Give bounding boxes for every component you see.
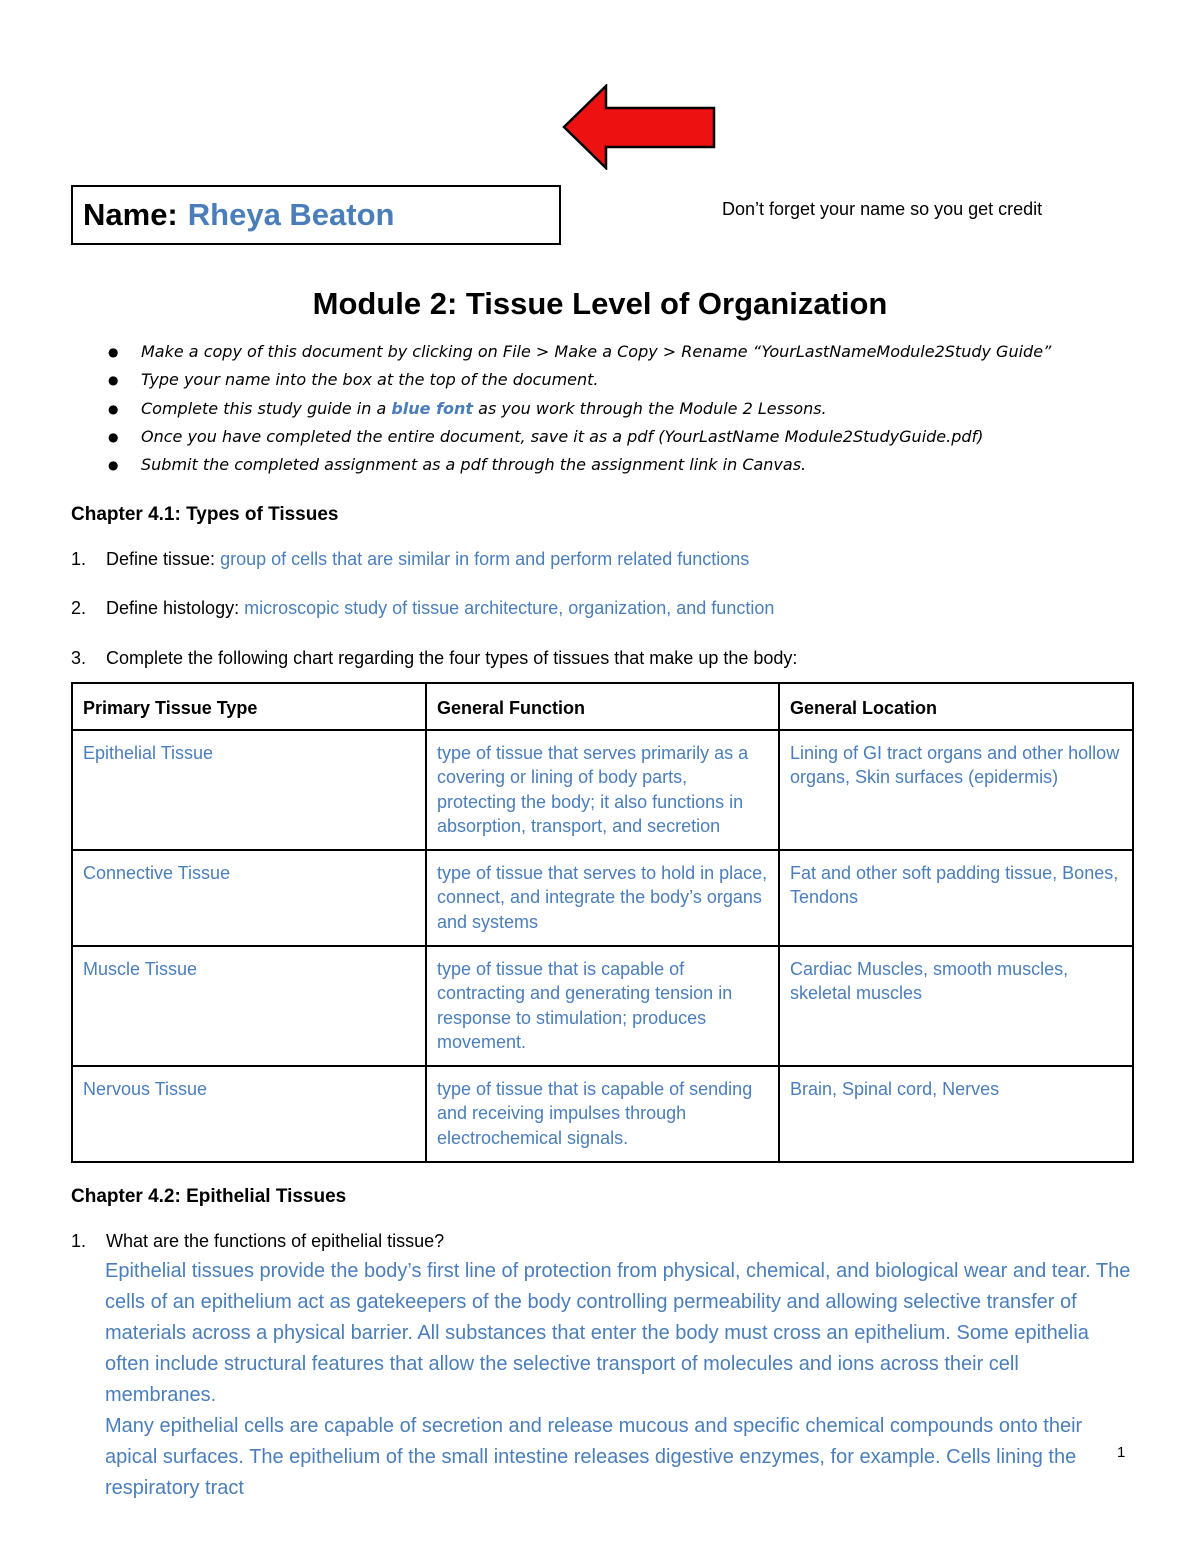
question-number: 2.	[71, 598, 87, 618]
answer-paragraph: Epithelial tissues provide the body’s first line of protection from physical, chemical, and biological wear and tear. The cells of an epithelium act as gatekeepers of the body controlling permeability and allowing selective transfer of materials across a physical barrier. All substances that enter the body must cross an epithelium. Some epithelia often include structural features that allow the selective transport of molecules and ions across their cell membranes.	[105, 1260, 1131, 1406]
table-cell[interactable]: Nervous Tissue	[72, 1066, 426, 1162]
table-header-row	[72, 683, 1133, 730]
chapter-4-2-heading: Chapter 4.2: Epithelial Tissues	[71, 1186, 347, 1207]
question-define-histology	[71, 598, 774, 619]
table-cell[interactable]: Epithelial Tissue	[72, 730, 426, 850]
table-cell[interactable]: Lining of GI tract organs and other hollow organs, Skin surfaces (epidermis)	[779, 730, 1133, 850]
blue-font-emphasis: blue font	[391, 398, 474, 418]
tissue-types-table	[71, 682, 1134, 1163]
epithelial-functions-answer[interactable]	[105, 1256, 1135, 1504]
instruction-item: ● Type your name into the box at the top of the document.	[108, 366, 1051, 394]
question-prompt: Define tissue:	[106, 549, 221, 569]
table-cell[interactable]: Brain, Spinal cord, Nerves	[779, 1066, 1133, 1162]
red-arrow-icon	[560, 84, 718, 170]
name-label: Name:	[83, 197, 178, 232]
question-define-tissue	[71, 549, 749, 570]
instruction-item: ● Once you have completed the entire document, save it as a pdf (YourLastName Module2StudyGuide.pdf)	[108, 423, 1051, 451]
table-cell[interactable]: Muscle Tissue	[72, 946, 426, 1066]
header-general-location: General Location	[779, 683, 1133, 730]
table-cell[interactable]: type of tissue that serves to hold in place, connect, and integrate the body’s organs and systems	[426, 850, 779, 946]
header-general-function: General Function	[426, 683, 779, 730]
table-row	[72, 1066, 1133, 1162]
question-number: 3.	[71, 648, 87, 668]
table-cell[interactable]: type of tissue that is capable of sending and receiving impulses through electrochemical signals.	[426, 1066, 779, 1162]
chapter-4-1-heading: Chapter 4.1: Types of Tissues	[71, 504, 339, 525]
answer-text[interactable]: microscopic study of tissue architecture, organization, and function	[244, 598, 775, 618]
question-epithelial-functions	[71, 1231, 444, 1252]
table-row	[72, 850, 1133, 946]
question-prompt: What are the functions of epithelial tissue?	[106, 1231, 445, 1251]
page-title: Module 2: Tissue Level of Organization	[312, 286, 888, 321]
header-primary-tissue-type: Primary Tissue Type	[72, 683, 426, 730]
table-cell[interactable]: type of tissue that is capable of contracting and generating tension in response to stimulation; produces movement.	[426, 946, 779, 1066]
question-prompt: Complete the following chart regarding the four types of tissues that make up the body:	[106, 648, 798, 668]
table-row	[72, 946, 1133, 1066]
table-cell[interactable]: type of tissue that serves primarily as a covering or lining of body parts, protecting the body; it also functions in absorption, transport, and secretion	[426, 730, 779, 850]
question-complete-chart	[71, 648, 797, 669]
name-reminder: Don’t forget your name so you get credit	[722, 199, 1043, 219]
instruction-item: ● Submit the completed assignment as a pdf through the assignment link in Canvas.	[108, 451, 1051, 479]
answer-text[interactable]: group of cells that are similar in form and perform related functions	[220, 549, 750, 569]
instruction-list	[108, 338, 1051, 479]
question-number: 1.	[71, 1231, 87, 1251]
name-box[interactable]	[71, 185, 561, 245]
table-cell[interactable]: Cardiac Muscles, smooth muscles, skeletal muscles	[779, 946, 1133, 1066]
table-cell[interactable]: Fat and other soft padding tissue, Bones, Tendons	[779, 850, 1133, 946]
page-number: 1	[1117, 1444, 1126, 1461]
answer-paragraph: Many epithelial cells are capable of secretion and release mucous and specific chemical compounds onto their apical surfaces. The epithelium of the small intestine releases digestive enzymes, for example. Cells lining the respiratory tract	[105, 1415, 1083, 1499]
question-prompt: Define histology:	[106, 598, 245, 618]
table-row	[72, 730, 1133, 850]
table-cell[interactable]: Connective Tissue	[72, 850, 426, 946]
name-value[interactable]: Rheya Beaton	[187, 197, 395, 232]
question-number: 1.	[71, 549, 87, 569]
instruction-item: ● Complete this study guide in a blue font as you work through the Module 2 Lessons.	[108, 395, 1051, 423]
instruction-item: ● Make a copy of this document by clicking on File > Make a Copy > Rename “YourLastNameModule2Study Guide”	[108, 338, 1051, 366]
